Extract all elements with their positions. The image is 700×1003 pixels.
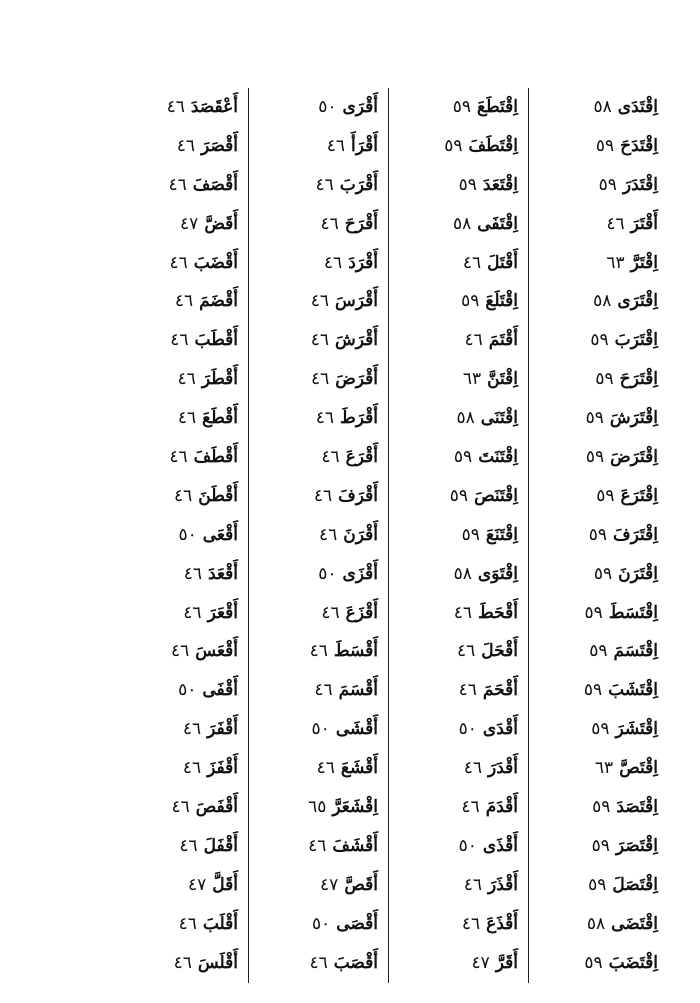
entry-word: اِقْتَضَى xyxy=(611,913,658,934)
index-entry xyxy=(529,399,658,438)
index-entry xyxy=(108,632,238,671)
entry-page-number: ٤٦ xyxy=(171,796,190,817)
index-entry xyxy=(108,438,238,477)
entry-word: أَقْدَمَ xyxy=(485,796,518,817)
entry-page-number: ٥٩ xyxy=(592,796,611,817)
entry-page-number: ٤٦ xyxy=(462,252,482,273)
index-entry xyxy=(389,944,518,983)
entry-page-number: ٥٠ xyxy=(178,524,197,545)
entry-word: أَقْصَفَ xyxy=(192,174,238,195)
entry-word: أَقْرَبَ xyxy=(339,174,378,195)
entry-word: اِقْتَصَلَ xyxy=(612,874,658,895)
entry-page-number: ٥٠ xyxy=(318,563,337,584)
index-entry xyxy=(108,282,238,321)
index-column xyxy=(108,88,248,983)
entry-word: اِقْتَشَبَ xyxy=(608,680,658,701)
entry-page-number: ٥٨ xyxy=(452,213,472,234)
entry-page-number: ٥٩ xyxy=(588,874,607,895)
index-entry xyxy=(529,516,658,555)
entry-page-number: ٤٦ xyxy=(314,680,333,701)
index-entry xyxy=(249,321,378,360)
entry-word: اِقْتَصَّ xyxy=(619,758,658,779)
index-entry xyxy=(249,282,378,321)
entry-word: أَقْفَلَ xyxy=(203,835,238,856)
index-entry xyxy=(529,710,658,749)
entry-page-number: ٤٦ xyxy=(316,758,335,779)
entry-word: أَقْزَى xyxy=(342,563,378,584)
entry-page-number: ٤٦ xyxy=(182,758,202,779)
entry-word: أَقْحَطَ xyxy=(478,602,518,623)
entry-page-number: ٤٦ xyxy=(170,330,189,351)
index-entry xyxy=(529,827,658,866)
index-entry xyxy=(389,594,518,633)
index-entry xyxy=(249,360,378,399)
index-entry xyxy=(249,127,378,166)
entry-word: أَقْعَسَ xyxy=(195,641,238,662)
index-entry xyxy=(529,671,658,710)
entry-word: أَقْرَسَ xyxy=(335,291,378,312)
entry-word: اِقْتَرَشَ xyxy=(609,408,658,429)
entry-word: اِقْتَنَصَ xyxy=(474,485,518,506)
index-entry xyxy=(389,205,518,244)
entry-page-number: ٦٥ xyxy=(308,796,327,817)
entry-word: اِقْتَرَعَ xyxy=(620,485,658,506)
entry-word: اِقْتَدَرَ xyxy=(622,174,658,195)
entry-word: اِقْتَدَى xyxy=(617,96,658,117)
index-entry xyxy=(249,438,378,477)
entry-word: أَقْزَعَ xyxy=(345,602,378,623)
entry-page-number: ٥٠ xyxy=(311,719,330,740)
entry-word: أَقَصَّ xyxy=(344,874,378,895)
index-entry xyxy=(249,88,378,127)
entry-page-number: ٤٦ xyxy=(320,213,339,234)
entry-word: أَقْشَفَ xyxy=(332,835,378,856)
entry-word: أَقْطَفَ xyxy=(193,446,238,467)
entry-word: أَقْدَرَ xyxy=(488,758,518,779)
entry-word: أَقْرَشَ xyxy=(335,330,378,351)
entry-page-number: ٤٦ xyxy=(313,485,333,506)
entry-page-number: ٥٩ xyxy=(584,602,603,623)
index-entry xyxy=(529,282,658,321)
entry-word: أَقْرَطَ xyxy=(340,408,378,429)
entry-word: اِقْتَطَفَ xyxy=(468,135,518,156)
entry-page-number: ٥٩ xyxy=(589,641,608,662)
index-entry xyxy=(108,516,238,555)
index-entry xyxy=(108,555,238,594)
entry-word: أَقْصَى xyxy=(336,913,378,934)
entry-page-number: ٤٦ xyxy=(461,796,480,817)
index-entry xyxy=(529,127,658,166)
index-entry xyxy=(529,166,658,205)
entry-page-number: ٥٠ xyxy=(458,835,477,856)
index-entry xyxy=(389,127,518,166)
entry-page-number: ٤٦ xyxy=(166,96,185,117)
entry-word: أَقَلَّ xyxy=(212,874,238,895)
index-entry xyxy=(108,127,238,166)
index-entry xyxy=(389,671,518,710)
index-entry xyxy=(249,244,378,283)
index-entry xyxy=(389,749,518,788)
index-entry xyxy=(389,827,518,866)
index-entry xyxy=(529,321,658,360)
index-entry xyxy=(389,166,518,205)
entry-word: اِقْتَرَحَ xyxy=(619,369,658,390)
index-entry xyxy=(389,88,518,127)
entry-word: أَقْحَلَ xyxy=(481,641,518,662)
entry-page-number: ٥٩ xyxy=(583,680,603,701)
entry-word: أَقْعَى xyxy=(202,524,238,545)
entry-page-number: ٤٦ xyxy=(323,252,343,273)
entry-word: أَقْتَرَ xyxy=(630,213,658,234)
entry-page-number: ٥٩ xyxy=(591,719,610,740)
entry-word: أَقَرَّ xyxy=(495,952,518,973)
entry-word: أَقْتَمَ xyxy=(488,330,518,351)
entry-page-number: ٤٦ xyxy=(453,602,473,623)
index-entry xyxy=(108,88,238,127)
entry-page-number: ٥٨ xyxy=(453,563,472,584)
entry-page-number: ٥٩ xyxy=(453,446,473,467)
entry-word: أَقَضَّ xyxy=(204,213,238,234)
entry-word: اِقْتَشَرَ xyxy=(615,719,658,740)
index-entry xyxy=(389,244,518,283)
entry-word: اِقْتَرَّ xyxy=(630,252,658,273)
entry-page-number: ٥٩ xyxy=(595,135,615,156)
entry-word: أَقْعَرَ xyxy=(207,602,238,623)
entry-word: أَقْسَطَ xyxy=(333,641,378,662)
entry-page-number: ٤٦ xyxy=(458,680,477,701)
entry-word: اِقْتَدَحَ xyxy=(620,135,658,156)
index-entry xyxy=(108,244,238,283)
entry-page-number: ٥٩ xyxy=(461,291,480,312)
entry-page-number: ٥٩ xyxy=(590,330,609,351)
index-entry xyxy=(108,944,238,983)
index-entry xyxy=(529,555,658,594)
index-entry xyxy=(249,944,378,983)
entry-page-number: ٤٦ xyxy=(178,913,197,934)
entry-word: اِقْتَرَنَ xyxy=(618,563,658,584)
entry-page-number: ٥٩ xyxy=(585,408,604,429)
entry-page-number: ٤٦ xyxy=(463,874,483,895)
entry-word: اِقْتَسَطَ xyxy=(608,602,658,623)
index-entry xyxy=(108,827,238,866)
index-entry xyxy=(249,788,378,827)
entry-word: اِقْتَنَّ xyxy=(487,369,518,390)
entry-word: أَقْطَرَ xyxy=(201,369,238,390)
index-entry xyxy=(529,905,658,944)
index-entry xyxy=(108,749,238,788)
entry-page-number: ٤٦ xyxy=(461,913,481,934)
index-entry xyxy=(108,166,238,205)
entry-page-number: ٤٧ xyxy=(180,213,199,234)
entry-word: أَقْفَزَ xyxy=(207,758,238,779)
entry-page-number: ٦٣ xyxy=(594,758,614,779)
entry-page-number: ٤٦ xyxy=(177,369,196,390)
entry-word: أَقْفَصَ xyxy=(195,796,238,817)
entry-page-number: ٦٣ xyxy=(462,369,482,390)
entry-word: اِقْتَفَى xyxy=(477,213,518,234)
index-entry xyxy=(108,866,238,905)
index-entry xyxy=(529,88,658,127)
entry-page-number: ٤٦ xyxy=(326,135,346,156)
entry-word: أَقْذَعَ xyxy=(486,913,518,934)
index-entry xyxy=(389,399,518,438)
index-entry xyxy=(249,555,378,594)
index-column xyxy=(248,88,388,983)
entry-page-number: ٤٦ xyxy=(171,641,190,662)
entry-page-number: ٥٨ xyxy=(456,408,475,429)
entry-word: أَقْرَحَ xyxy=(344,213,378,234)
entry-page-number: ٥٩ xyxy=(593,563,613,584)
entry-word: اِقْتَصَدَ xyxy=(616,796,658,817)
index-entry xyxy=(529,205,658,244)
entry-word: اِقْتَرَضَ xyxy=(610,446,658,467)
entry-page-number: ٤٦ xyxy=(310,369,330,390)
entry-page-number: ٤٦ xyxy=(169,252,188,273)
index-entry xyxy=(249,516,378,555)
index-entry xyxy=(389,710,518,749)
entry-word: أَقْحَمَ xyxy=(482,680,518,701)
entry-page-number: ٤٦ xyxy=(321,602,340,623)
entry-word: أَقْشَى xyxy=(335,719,378,740)
entry-page-number: ٤٦ xyxy=(606,213,625,234)
entry-word: اِقْتَرَفَ xyxy=(613,524,658,545)
entry-word: اِقْتَوَى xyxy=(477,563,518,584)
entry-word: أَقْلَبَ xyxy=(202,913,238,934)
entry-page-number: ٤٧ xyxy=(320,874,339,895)
index-entry xyxy=(389,555,518,594)
index-entry xyxy=(249,399,378,438)
entry-page-number: ٥٠ xyxy=(178,680,197,701)
index-entry xyxy=(108,205,238,244)
entry-page-number: ٤٦ xyxy=(183,602,202,623)
entry-word: اِقْتَنَعَ xyxy=(485,524,518,545)
entry-page-number: ٥٩ xyxy=(596,485,615,506)
index-entry xyxy=(529,244,658,283)
entry-page-number: ٥٩ xyxy=(585,446,605,467)
entry-word: اِقْتَطَعَ xyxy=(477,96,518,117)
entry-page-number: ٥٩ xyxy=(591,835,610,856)
index-entry xyxy=(249,749,378,788)
entry-word: أَقْطَبَ xyxy=(194,330,238,351)
entry-page-number: ٥٩ xyxy=(449,485,469,506)
entry-page-number: ٥٩ xyxy=(598,174,617,195)
index-entry xyxy=(249,205,378,244)
entry-page-number: ٤٦ xyxy=(309,641,328,662)
entry-word: اِقْتَعَدَ xyxy=(482,174,518,195)
entry-word: اِقْشَعَرَّ xyxy=(332,796,378,817)
index-entry xyxy=(529,477,658,516)
entry-word: أَقْذَرَ xyxy=(488,874,518,895)
index-entry xyxy=(108,710,238,749)
entry-page-number: ٤٦ xyxy=(174,291,194,312)
entry-word: أَقْضَبَ xyxy=(193,252,238,273)
index-entry xyxy=(389,321,518,360)
index-entry xyxy=(249,477,378,516)
entry-page-number: ٤٦ xyxy=(182,719,202,740)
entry-page-number: ٤٦ xyxy=(179,835,198,856)
index-column xyxy=(388,88,528,983)
entry-page-number: ٤٦ xyxy=(315,174,334,195)
entry-word: أَقْرَى xyxy=(342,96,378,117)
index-entry xyxy=(108,321,238,360)
index-entry xyxy=(389,905,518,944)
entry-word: أَقْشَعَ xyxy=(340,758,378,779)
index-entry xyxy=(249,166,378,205)
entry-page-number: ٤٦ xyxy=(173,952,192,973)
entry-page-number: ٤٦ xyxy=(183,563,203,584)
entry-page-number: ٥٩ xyxy=(461,524,480,545)
entry-word: اِقْتَرَى xyxy=(617,291,658,312)
entry-word: أَقْعَدَ xyxy=(208,563,238,584)
index-entry xyxy=(389,360,518,399)
entry-word: أَقْرَضَ xyxy=(335,369,378,390)
index-entry xyxy=(249,905,378,944)
entry-page-number: ٥٠ xyxy=(311,913,331,934)
entry-word: اِقْتَصَرَ xyxy=(615,835,658,856)
entry-page-number: ٤٦ xyxy=(310,291,330,312)
entry-word: أَقْدَى xyxy=(482,719,518,740)
entry-word: أَقْفَى xyxy=(202,680,238,701)
entry-page-number: ٤٦ xyxy=(319,524,338,545)
index-entry xyxy=(389,632,518,671)
entry-word: أَقْضَمَ xyxy=(199,291,238,312)
entry-page-number: ٥٨ xyxy=(593,96,612,117)
index-entry xyxy=(249,827,378,866)
index-entry xyxy=(529,360,658,399)
index-entry xyxy=(529,788,658,827)
index-entry xyxy=(249,632,378,671)
entry-word: أَقْرَدَ xyxy=(348,252,378,273)
index-entry xyxy=(389,866,518,905)
entry-page-number: ٤٦ xyxy=(310,330,330,351)
entry-page-number: ٥٩ xyxy=(444,135,463,156)
entry-page-number: ٤٦ xyxy=(315,408,335,429)
index-entry xyxy=(108,360,238,399)
entry-word: أَقْتَلَ xyxy=(487,252,518,273)
entry-word: اِقْتَنَتَ xyxy=(478,446,518,467)
index-entry xyxy=(389,282,518,321)
entry-page-number: ٤٦ xyxy=(168,174,187,195)
index-entry xyxy=(249,866,378,905)
entry-word: أَقْطَعَ xyxy=(202,408,238,429)
index-entry xyxy=(529,438,658,477)
entry-page-number: ٥٩ xyxy=(588,524,608,545)
entry-word: أَقْفَرَ xyxy=(207,719,238,740)
index-entry xyxy=(249,594,378,633)
index-entry xyxy=(389,788,518,827)
entry-word: أَقْطَنَ xyxy=(198,485,238,506)
entry-page-number: ٥٩ xyxy=(595,369,614,390)
entry-page-number: ٥٨ xyxy=(593,291,612,312)
index-entry xyxy=(108,594,238,633)
entry-page-number: ٤٦ xyxy=(464,330,483,351)
entry-page-number: ٤٦ xyxy=(169,446,188,467)
index-entry xyxy=(389,477,518,516)
entry-word: أَقْذَى xyxy=(482,835,518,856)
entry-word: أَعْقَصَدَ xyxy=(190,96,238,117)
entry-word: اِقْتَرَبَ xyxy=(614,330,658,351)
entry-page-number: ٤٦ xyxy=(309,952,328,973)
entry-word: أَقْرَأَ xyxy=(351,135,378,156)
entry-word: أَقْرَنَ xyxy=(343,524,378,545)
index-grid xyxy=(108,88,668,983)
index-entry xyxy=(529,866,658,905)
index-entry xyxy=(389,516,518,555)
entry-page-number: ٥٠ xyxy=(458,719,477,740)
entry-word: اِقْتَسَمَ xyxy=(613,641,658,662)
entry-page-number: ٤٦ xyxy=(457,641,476,662)
entry-page-number: ٤٧ xyxy=(471,952,490,973)
entry-page-number: ٥٠ xyxy=(318,96,337,117)
index-entry xyxy=(108,477,238,516)
entry-word: أَقْلَسَ xyxy=(197,952,238,973)
entry-word: أَقْصَرَ xyxy=(201,135,238,156)
index-entry xyxy=(529,594,658,633)
entry-page-number: ٤٦ xyxy=(173,485,193,506)
entry-page-number: ٥٩ xyxy=(584,952,603,973)
entry-page-number: ٤٦ xyxy=(321,446,340,467)
entry-word: اِقْتَنَى xyxy=(480,408,518,429)
index-column xyxy=(528,88,668,983)
entry-page-number: ٤٦ xyxy=(177,408,197,429)
entry-page-number: ٤٦ xyxy=(463,758,483,779)
index-entry xyxy=(249,710,378,749)
index-entry xyxy=(249,671,378,710)
entry-page-number: ٥٩ xyxy=(452,96,472,117)
entry-page-number: ٦٣ xyxy=(606,252,625,273)
index-entry xyxy=(108,671,238,710)
entry-page-number: ٤٧ xyxy=(188,874,207,895)
entry-page-number: ٥٨ xyxy=(586,913,606,934)
index-entry xyxy=(108,399,238,438)
entry-word: اِقْتَضَبَ xyxy=(608,952,658,973)
entry-word: أَقْصَبَ xyxy=(333,952,378,973)
index-entry xyxy=(529,749,658,788)
index-entry xyxy=(108,905,238,944)
index-entry xyxy=(389,438,518,477)
index-entry xyxy=(108,788,238,827)
entry-word: أَقْرَفَ xyxy=(338,485,378,506)
index-entry xyxy=(529,632,658,671)
index-entry xyxy=(529,944,658,983)
entry-page-number: ٤٦ xyxy=(308,835,327,856)
entry-page-number: ٤٦ xyxy=(176,135,196,156)
entry-word: اِقْتَلَعَ xyxy=(485,291,518,312)
entry-word: أَقْرَعَ xyxy=(345,446,378,467)
entry-page-number: ٥٩ xyxy=(458,174,477,195)
entry-word: أَقْسَمَ xyxy=(338,680,378,701)
